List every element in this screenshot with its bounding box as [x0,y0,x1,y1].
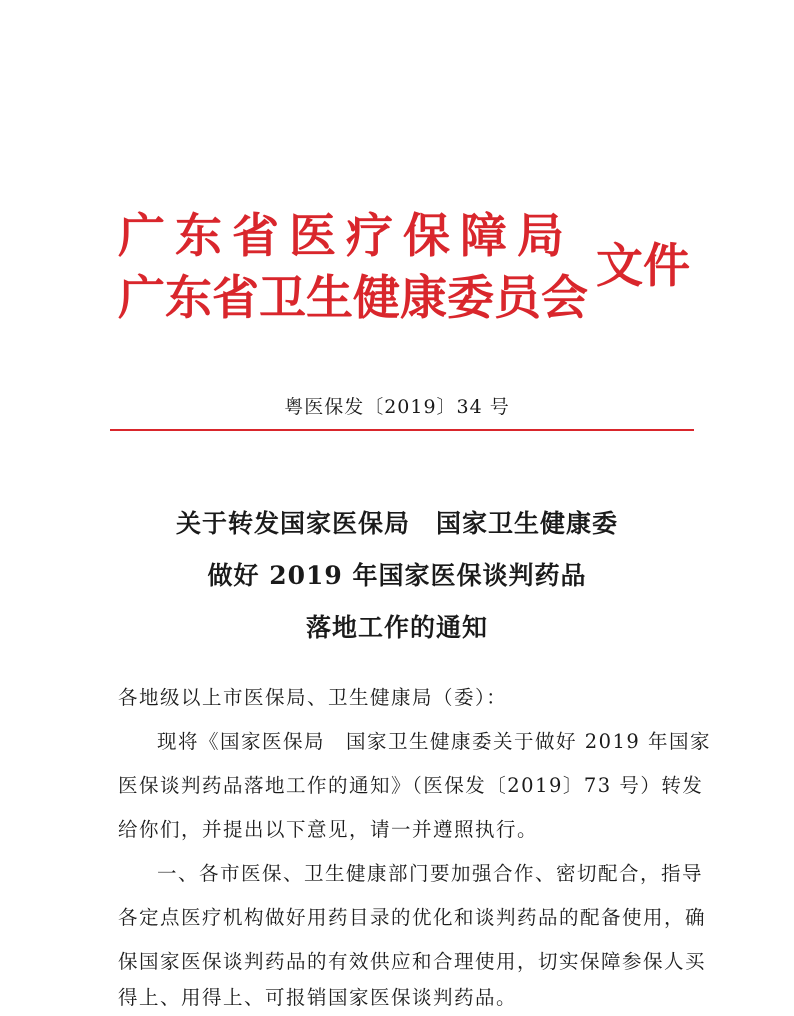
title-line-1: 关于转发国家医保局 国家卫生健康委 [175,509,618,538]
para1-line-3: 给你们，并提出以下意见，请一并遵照执行。 [118,818,539,841]
para2-line-3: 保国家医保谈判药品的有效供应和合理使用，切实保障参保人买 [118,950,707,973]
document-number: 粤医保发〔2019〕34 号 [284,396,510,418]
title-line-3: 落地工作的通知 [305,613,488,642]
para2-line-2: 各定点医疗机构做好用药目录的优化和谈判药品的配备使用，确 [118,906,707,929]
addressee: 各地级以上市医保局、卫生健康局（委）： [118,686,508,709]
body-text [118,680,712,1009]
para2-line-1: 一、各市医保、卫生健康部门要加强合作、密切配合，指导 [157,862,704,885]
letterhead [118,208,718,338]
issuing-org-1: 广东省医疗保障局 [118,209,574,264]
para2-line-4: 得上、用得上、可报销国家医保谈判药品。 [118,986,518,1009]
para1-line-1: 现将《国家医保局 国家卫生健康委关于做好 2019 年国家 [157,730,712,753]
red-divider-line [110,429,694,431]
document-type-label: 文件 [596,239,690,294]
title-line-2: 做好 2019 年国家医保谈判药品 [207,561,587,590]
issuing-org-2: 广东省卫生健康委员会 [118,271,588,326]
para1-line-2: 医保谈判药品落地工作的通知》（医保发〔2019〕73 号）转发 [118,774,704,797]
